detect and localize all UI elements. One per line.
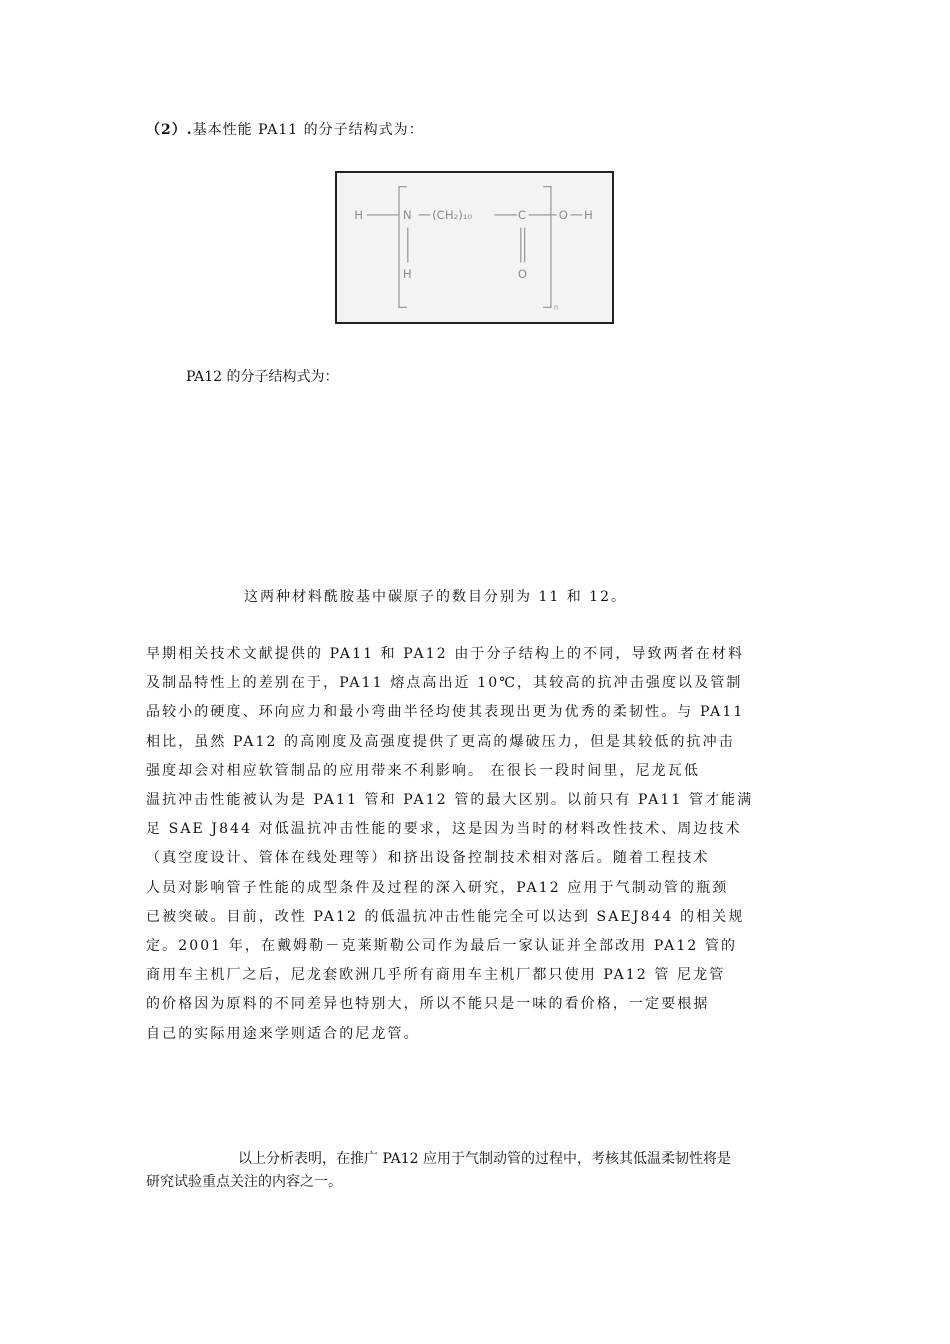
paragraph-line: 的价格因为原料的不同差异也特别大，所以不能只是一味的看价格，一定要根据 bbox=[146, 996, 710, 1013]
section-number: （2）. bbox=[146, 122, 193, 138]
conclusion-line: 以上分析表明，在推广 PA12 应用于气制动管的过程中，考核其低温柔韧性将是 bbox=[238, 1151, 731, 1167]
conclusion-paragraph bbox=[146, 1148, 816, 1194]
formula-subscript-n: n bbox=[553, 303, 559, 312]
formula-ch2-chain: (CH₂)₁₀ bbox=[432, 207, 473, 222]
formula-h-right: H bbox=[584, 207, 593, 222]
formula-h-left: H bbox=[354, 207, 364, 222]
section-title: 基本性能 PA11 的分子结构式为： bbox=[192, 122, 424, 138]
formula-o-right: O bbox=[558, 207, 568, 222]
paragraph-line: 定。2001 年，在戴姆勒－克莱斯勒公司作为最后一家认证并全部改用 PA12 管的 bbox=[146, 938, 738, 955]
paragraph-line: （真空度设计、管体在线处理等）和挤出设备控制技术相对落后。随着工程技术 bbox=[146, 850, 710, 867]
paragraph-line: 及制品特性上的差别在于，PA11 熔点高出近 10℃，其较高的抗冲击强度以及管制 bbox=[146, 675, 743, 692]
conclusion-line: 研究试验重点关注的内容之一。 bbox=[146, 1174, 342, 1190]
formula-c: C bbox=[517, 207, 526, 222]
paragraph-line: 已被突破。目前，改性 PA12 的低温抗冲击性能完全可以达到 SAEJ844 的相关规 bbox=[146, 908, 745, 925]
paragraph-line: 早期相关技术文献提供的 PA11 和 PA12 由于分子结构上的不同，导致两者在材料 bbox=[146, 646, 745, 662]
paragraph-line: 自己的实际用途来学则适合的尼龙管。 bbox=[146, 1025, 420, 1042]
formula-n: N bbox=[402, 207, 412, 222]
pa11-formula-svg bbox=[337, 173, 612, 322]
formula-o-bottom: O bbox=[517, 267, 528, 282]
paragraph-line: 商用车主机厂之后，尼龙套欧洲几乎所有商用车主机厂都只使用 PA12 管 尼龙管 bbox=[146, 967, 726, 984]
formula-h-bottom: H bbox=[402, 267, 412, 282]
paragraph-line: 强度却会对相应软管制品的应用带来不利影响。 在很长一段时间里，尼龙瓦低 bbox=[146, 762, 700, 779]
carbon-count-note: 这两种材料酰胺基中碳原子的数目分别为 11 和 12。 bbox=[244, 589, 627, 605]
paragraph-line: 相比，虽然 PA12 的高刚度及高强度提供了更高的爆破压力，但是其较低的抗冲击 bbox=[146, 733, 735, 750]
pa11-structure-formula bbox=[335, 171, 614, 324]
paragraph-line: 人员对影响管子性能的成型条件及过程的深入研究，PA12 应用于气制动管的瓶颈 bbox=[146, 879, 729, 896]
comparison-paragraph bbox=[146, 640, 810, 1049]
paragraph-line: 足 SAE J844 对低温抗冲击性能的要求，这是因为当时的材料改性技术、周边技术 bbox=[146, 821, 742, 838]
paragraph-line: 温抗冲击性能被认为是 PA11 管和 PA12 管的最大区别。以前只有 PA11 管才能满 bbox=[146, 792, 754, 809]
section-heading bbox=[146, 119, 424, 139]
paragraph-line: 品较小的硬度、环向应力和最小弯曲半径均使其表现出更为优秀的柔韧性。与 PA11 bbox=[146, 704, 745, 721]
pa12-formula-label: PA12 的分子结构式为： bbox=[186, 369, 339, 385]
